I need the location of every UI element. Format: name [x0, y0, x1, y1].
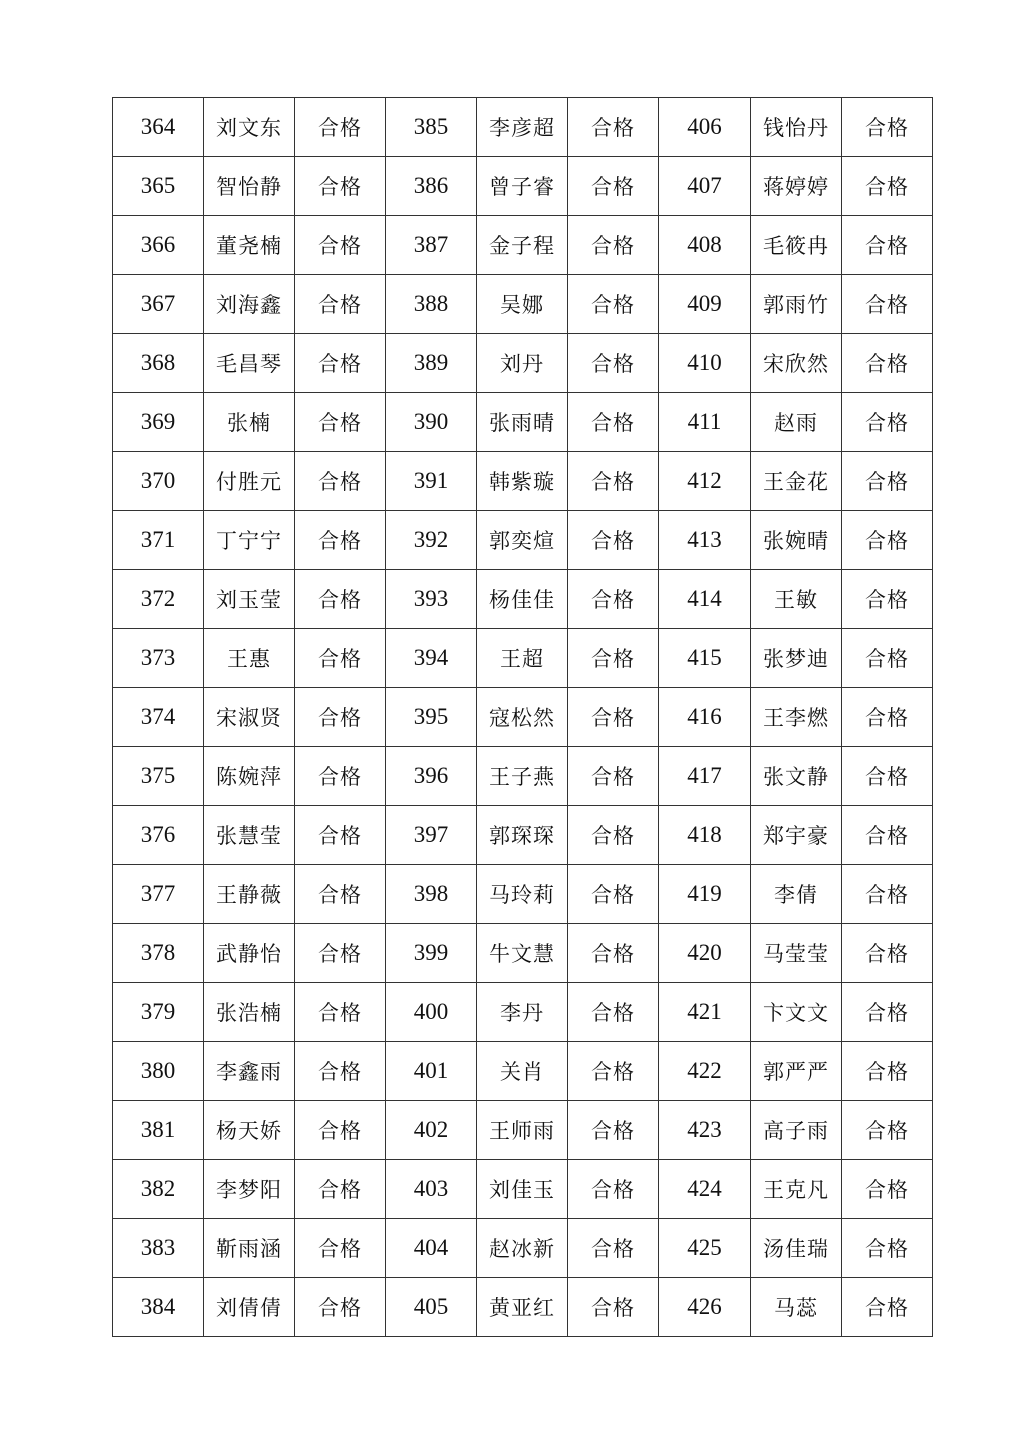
name-cell: 武静怡 — [204, 924, 295, 983]
name-cell: 郭严严 — [751, 1042, 842, 1101]
name-cell: 刘文东 — [204, 98, 295, 157]
number-cell: 380 — [113, 1042, 204, 1101]
name-cell: 吴娜 — [477, 275, 568, 334]
result-cell: 合格 — [568, 570, 659, 629]
result-cell: 合格 — [295, 1101, 386, 1160]
result-cell: 合格 — [568, 393, 659, 452]
name-cell: 宋欣然 — [751, 334, 842, 393]
name-cell: 张文静 — [751, 747, 842, 806]
number-cell: 412 — [659, 452, 751, 511]
name-cell: 郭奕煊 — [477, 511, 568, 570]
number-cell: 384 — [113, 1278, 204, 1337]
name-cell: 王超 — [477, 629, 568, 688]
table-row — [113, 865, 933, 924]
result-cell: 合格 — [568, 1042, 659, 1101]
number-cell: 382 — [113, 1160, 204, 1219]
name-cell: 丁宁宁 — [204, 511, 295, 570]
number-cell: 398 — [386, 865, 477, 924]
number-cell: 420 — [659, 924, 751, 983]
number-cell: 404 — [386, 1219, 477, 1278]
result-cell: 合格 — [295, 688, 386, 747]
name-cell: 黄亚红 — [477, 1278, 568, 1337]
result-cell: 合格 — [295, 1278, 386, 1337]
result-cell: 合格 — [842, 747, 933, 806]
result-cell: 合格 — [568, 511, 659, 570]
result-cell: 合格 — [295, 865, 386, 924]
name-cell: 王金花 — [751, 452, 842, 511]
table-row — [113, 629, 933, 688]
table-row — [113, 1278, 933, 1337]
name-cell: 赵冰新 — [477, 1219, 568, 1278]
number-cell: 385 — [386, 98, 477, 157]
result-cell: 合格 — [295, 275, 386, 334]
result-cell: 合格 — [842, 511, 933, 570]
number-cell: 421 — [659, 983, 751, 1042]
result-cell: 合格 — [842, 983, 933, 1042]
name-cell: 毛昌琴 — [204, 334, 295, 393]
result-cell: 合格 — [295, 1219, 386, 1278]
result-cell: 合格 — [842, 688, 933, 747]
number-cell: 387 — [386, 216, 477, 275]
name-cell: 马蕊 — [751, 1278, 842, 1337]
number-cell: 390 — [386, 393, 477, 452]
number-cell: 372 — [113, 570, 204, 629]
name-cell: 董尧楠 — [204, 216, 295, 275]
number-cell: 401 — [386, 1042, 477, 1101]
number-cell: 410 — [659, 334, 751, 393]
name-cell: 钱怡丹 — [751, 98, 842, 157]
number-cell: 403 — [386, 1160, 477, 1219]
name-cell: 马莹莹 — [751, 924, 842, 983]
number-cell: 424 — [659, 1160, 751, 1219]
table-row — [113, 1042, 933, 1101]
result-cell: 合格 — [842, 865, 933, 924]
name-cell: 李鑫雨 — [204, 1042, 295, 1101]
result-cell: 合格 — [295, 747, 386, 806]
number-cell: 366 — [113, 216, 204, 275]
result-cell: 合格 — [842, 924, 933, 983]
number-cell: 365 — [113, 157, 204, 216]
result-cell: 合格 — [295, 924, 386, 983]
table-row — [113, 924, 933, 983]
result-cell: 合格 — [568, 1101, 659, 1160]
number-cell: 402 — [386, 1101, 477, 1160]
result-cell: 合格 — [295, 570, 386, 629]
name-cell: 关肖 — [477, 1042, 568, 1101]
result-cell: 合格 — [568, 806, 659, 865]
number-cell: 374 — [113, 688, 204, 747]
number-cell: 389 — [386, 334, 477, 393]
result-cell: 合格 — [842, 1160, 933, 1219]
number-cell: 416 — [659, 688, 751, 747]
result-cell: 合格 — [568, 924, 659, 983]
number-cell: 423 — [659, 1101, 751, 1160]
results-table-body — [113, 98, 933, 1337]
name-cell: 张慧莹 — [204, 806, 295, 865]
number-cell: 400 — [386, 983, 477, 1042]
name-cell: 寇松然 — [477, 688, 568, 747]
result-cell: 合格 — [842, 570, 933, 629]
result-cell: 合格 — [568, 157, 659, 216]
result-cell: 合格 — [295, 216, 386, 275]
name-cell: 王惠 — [204, 629, 295, 688]
name-cell: 张梦迪 — [751, 629, 842, 688]
number-cell: 376 — [113, 806, 204, 865]
result-cell: 合格 — [842, 1101, 933, 1160]
results-table — [112, 97, 933, 1337]
number-cell: 407 — [659, 157, 751, 216]
result-cell: 合格 — [568, 688, 659, 747]
number-cell: 379 — [113, 983, 204, 1042]
name-cell: 牛文慧 — [477, 924, 568, 983]
result-cell: 合格 — [295, 98, 386, 157]
number-cell: 378 — [113, 924, 204, 983]
result-cell: 合格 — [842, 393, 933, 452]
name-cell: 王敏 — [751, 570, 842, 629]
name-cell: 张雨晴 — [477, 393, 568, 452]
result-cell: 合格 — [568, 629, 659, 688]
name-cell: 张浩楠 — [204, 983, 295, 1042]
name-cell: 杨天娇 — [204, 1101, 295, 1160]
number-cell: 393 — [386, 570, 477, 629]
name-cell: 郭琛琛 — [477, 806, 568, 865]
name-cell: 卞文文 — [751, 983, 842, 1042]
number-cell: 391 — [386, 452, 477, 511]
name-cell: 金子程 — [477, 216, 568, 275]
result-cell: 合格 — [295, 806, 386, 865]
result-cell: 合格 — [842, 1278, 933, 1337]
table-row — [113, 983, 933, 1042]
name-cell: 毛筱冉 — [751, 216, 842, 275]
name-cell: 高子雨 — [751, 1101, 842, 1160]
number-cell: 375 — [113, 747, 204, 806]
number-cell: 426 — [659, 1278, 751, 1337]
name-cell: 王李燃 — [751, 688, 842, 747]
table-row — [113, 688, 933, 747]
result-cell: 合格 — [842, 1219, 933, 1278]
name-cell: 王师雨 — [477, 1101, 568, 1160]
result-cell: 合格 — [842, 216, 933, 275]
name-cell: 刘丹 — [477, 334, 568, 393]
result-cell: 合格 — [568, 747, 659, 806]
name-cell: 刘海鑫 — [204, 275, 295, 334]
table-row — [113, 157, 933, 216]
result-cell: 合格 — [568, 1278, 659, 1337]
name-cell: 靳雨涵 — [204, 1219, 295, 1278]
number-cell: 425 — [659, 1219, 751, 1278]
result-cell: 合格 — [295, 157, 386, 216]
table-row — [113, 452, 933, 511]
number-cell: 388 — [386, 275, 477, 334]
result-cell: 合格 — [295, 452, 386, 511]
name-cell: 郑宇豪 — [751, 806, 842, 865]
name-cell: 郭雨竹 — [751, 275, 842, 334]
number-cell: 413 — [659, 511, 751, 570]
number-cell: 399 — [386, 924, 477, 983]
number-cell: 394 — [386, 629, 477, 688]
number-cell: 414 — [659, 570, 751, 629]
number-cell: 371 — [113, 511, 204, 570]
result-cell: 合格 — [842, 806, 933, 865]
table-row — [113, 1219, 933, 1278]
result-cell: 合格 — [842, 1042, 933, 1101]
name-cell: 赵雨 — [751, 393, 842, 452]
result-cell: 合格 — [842, 157, 933, 216]
number-cell: 405 — [386, 1278, 477, 1337]
table-row — [113, 806, 933, 865]
number-cell: 367 — [113, 275, 204, 334]
table-row — [113, 98, 933, 157]
name-cell: 李丹 — [477, 983, 568, 1042]
number-cell: 415 — [659, 629, 751, 688]
result-cell: 合格 — [568, 216, 659, 275]
number-cell: 370 — [113, 452, 204, 511]
result-cell: 合格 — [568, 865, 659, 924]
table-row — [113, 1160, 933, 1219]
result-cell: 合格 — [842, 334, 933, 393]
number-cell: 396 — [386, 747, 477, 806]
result-cell: 合格 — [295, 393, 386, 452]
number-cell: 418 — [659, 806, 751, 865]
result-cell: 合格 — [568, 983, 659, 1042]
result-cell: 合格 — [568, 1219, 659, 1278]
number-cell: 406 — [659, 98, 751, 157]
number-cell: 383 — [113, 1219, 204, 1278]
name-cell: 陈婉萍 — [204, 747, 295, 806]
result-cell: 合格 — [568, 334, 659, 393]
number-cell: 417 — [659, 747, 751, 806]
table-row — [113, 1101, 933, 1160]
result-cell: 合格 — [568, 275, 659, 334]
name-cell: 刘玉莹 — [204, 570, 295, 629]
table-row — [113, 334, 933, 393]
result-cell: 合格 — [842, 452, 933, 511]
name-cell: 蒋婷婷 — [751, 157, 842, 216]
result-cell: 合格 — [842, 275, 933, 334]
result-cell: 合格 — [842, 629, 933, 688]
number-cell: 411 — [659, 393, 751, 452]
name-cell: 刘佳玉 — [477, 1160, 568, 1219]
result-cell: 合格 — [295, 511, 386, 570]
name-cell: 张婉晴 — [751, 511, 842, 570]
number-cell: 381 — [113, 1101, 204, 1160]
name-cell: 张楠 — [204, 393, 295, 452]
name-cell: 李彦超 — [477, 98, 568, 157]
number-cell: 397 — [386, 806, 477, 865]
number-cell: 392 — [386, 511, 477, 570]
name-cell: 王静薇 — [204, 865, 295, 924]
table-row — [113, 275, 933, 334]
name-cell: 宋淑贤 — [204, 688, 295, 747]
number-cell: 422 — [659, 1042, 751, 1101]
name-cell: 韩紫璇 — [477, 452, 568, 511]
name-cell: 王子燕 — [477, 747, 568, 806]
name-cell: 李倩 — [751, 865, 842, 924]
number-cell: 377 — [113, 865, 204, 924]
result-cell: 合格 — [295, 983, 386, 1042]
result-cell: 合格 — [295, 1160, 386, 1219]
name-cell: 马玲莉 — [477, 865, 568, 924]
number-cell: 368 — [113, 334, 204, 393]
result-cell: 合格 — [842, 98, 933, 157]
result-cell: 合格 — [568, 452, 659, 511]
number-cell: 409 — [659, 275, 751, 334]
number-cell: 386 — [386, 157, 477, 216]
table-row — [113, 511, 933, 570]
name-cell: 杨佳佳 — [477, 570, 568, 629]
name-cell: 李梦阳 — [204, 1160, 295, 1219]
name-cell: 王克凡 — [751, 1160, 842, 1219]
number-cell: 369 — [113, 393, 204, 452]
table-row — [113, 570, 933, 629]
name-cell: 刘倩倩 — [204, 1278, 295, 1337]
table-row — [113, 393, 933, 452]
result-cell: 合格 — [568, 1160, 659, 1219]
number-cell: 364 — [113, 98, 204, 157]
table-row — [113, 216, 933, 275]
number-cell: 419 — [659, 865, 751, 924]
table-row — [113, 747, 933, 806]
name-cell: 智怡静 — [204, 157, 295, 216]
result-cell: 合格 — [568, 98, 659, 157]
result-cell: 合格 — [295, 334, 386, 393]
result-cell: 合格 — [295, 629, 386, 688]
number-cell: 373 — [113, 629, 204, 688]
number-cell: 395 — [386, 688, 477, 747]
name-cell: 曾子睿 — [477, 157, 568, 216]
name-cell: 汤佳瑞 — [751, 1219, 842, 1278]
name-cell: 付胜元 — [204, 452, 295, 511]
number-cell: 408 — [659, 216, 751, 275]
result-cell: 合格 — [295, 1042, 386, 1101]
